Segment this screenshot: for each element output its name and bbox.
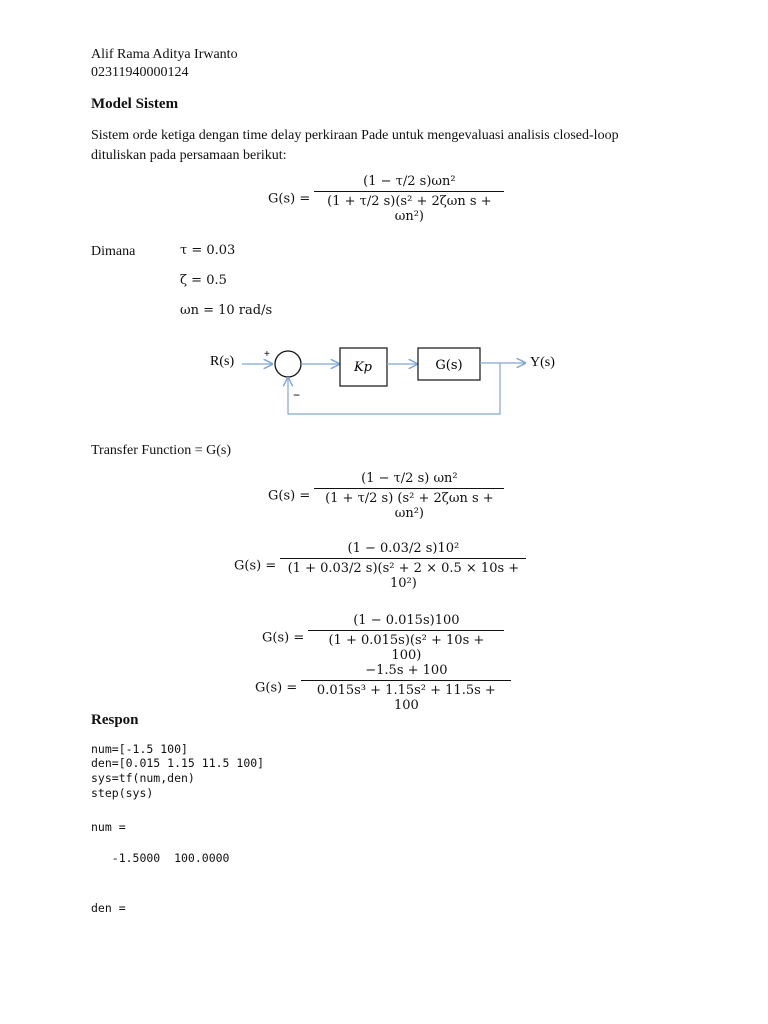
equation-5 bbox=[255, 663, 511, 713]
eq4-numerator: (1 − 0.015s)100 bbox=[353, 613, 460, 628]
eq3-numerator: (1 − 0.03/2 s)10² bbox=[347, 541, 460, 556]
equation-1 bbox=[268, 174, 504, 224]
minus-sign: − bbox=[293, 388, 301, 402]
param-tau: τ = 0.03 bbox=[180, 243, 236, 258]
eq5-lhs: G(s) = bbox=[255, 680, 298, 696]
input-label: R(s) bbox=[210, 354, 235, 369]
eq4-lhs: G(s) = bbox=[262, 630, 305, 646]
eq3-denominator: (1 + 0.03/2 s)(s² + 2 × 0.5 × 10s + 10²) bbox=[280, 558, 526, 591]
paragraph-line-2: dituliskan pada persamaan berikut: bbox=[91, 148, 287, 163]
eq2-denominator: (1 + τ/2 s) (s² + 2ζωn s + ωn²) bbox=[314, 488, 504, 521]
output-label: Y(s) bbox=[530, 355, 555, 370]
code-line-1: num=[-1.5 100] bbox=[91, 742, 188, 756]
block-kp-label: Kp bbox=[353, 360, 373, 375]
plus-sign: + bbox=[264, 349, 270, 360]
eq1-denominator: (1 + τ/2 s)(s² + 2ζωn s + ωn²) bbox=[314, 191, 504, 224]
output-den-label: den = bbox=[91, 901, 126, 915]
author-id: 02311940000124 bbox=[91, 65, 189, 80]
equation-2 bbox=[268, 471, 504, 521]
code-line-3: sys=tf(num,den) bbox=[91, 771, 195, 785]
section-heading-respon: Respon bbox=[91, 712, 139, 728]
eq5-numerator: −1.5s + 100 bbox=[365, 663, 448, 678]
paragraph-line-1: Sistem orde ketiga dengan time delay perkiraan Pade untuk mengevaluasi analisis closed-loop bbox=[91, 128, 619, 143]
output-num-value: -1.5000 100.0000 bbox=[91, 851, 230, 865]
eq2-lhs: G(s) = bbox=[268, 488, 311, 504]
author-name: Alif Rama Aditya Irwanto bbox=[91, 47, 238, 62]
block-gs-label: G(s) bbox=[435, 358, 463, 373]
params-label: Dimana bbox=[91, 244, 136, 259]
summing-junction bbox=[275, 351, 301, 377]
eq1-lhs: G(s) = bbox=[268, 191, 311, 207]
section-heading-model: Model Sistem bbox=[91, 96, 179, 112]
output-num-label: num = bbox=[91, 820, 126, 834]
code-line-2: den=[0.015 1.15 11.5 100] bbox=[91, 756, 265, 770]
equation-3 bbox=[234, 541, 526, 591]
eq4-denominator: (1 + 0.015s)(s² + 10s + 100) bbox=[308, 630, 504, 663]
eq5-denominator: 0.015s³ + 1.15s² + 11.5s + 100 bbox=[301, 680, 511, 713]
code-line-4: step(sys) bbox=[91, 786, 154, 800]
block-diagram bbox=[200, 335, 580, 425]
eq1-numerator: (1 − τ/2 s)ωn² bbox=[363, 174, 456, 189]
eq3-lhs: G(s) = bbox=[234, 558, 277, 574]
param-zeta: ζ = 0.5 bbox=[180, 273, 227, 288]
param-omega: ωn = 10 rad/s bbox=[180, 303, 273, 318]
eq2-numerator: (1 − τ/2 s) ωn² bbox=[361, 471, 458, 486]
equation-4 bbox=[262, 613, 504, 663]
tf-label: Transfer Function = G(s) bbox=[91, 443, 231, 458]
